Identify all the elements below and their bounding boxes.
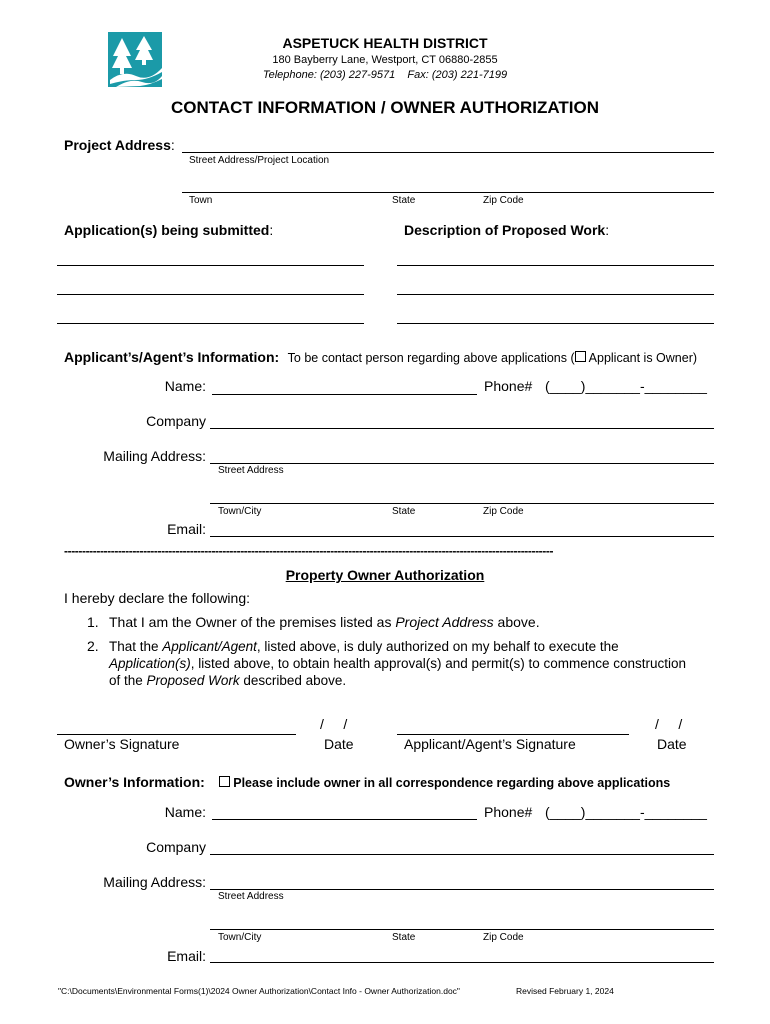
application-line-3[interactable] (57, 323, 364, 324)
project-state-caption: State (392, 195, 416, 206)
application-line-2[interactable] (57, 294, 364, 295)
owner-town-field[interactable] (210, 929, 714, 930)
org-contact: Telephone: (203) 227-9571 Fax: (203) 221-7199 (262, 69, 508, 81)
applicant-town-caption: Town/City (218, 506, 262, 517)
applicant-is-owner-label: Applicant is Owner) (588, 351, 698, 365)
applicant-name-field[interactable] (212, 394, 477, 395)
section-divider: ---------------------------------------------------------------------------------------------------------------------------------------- (64, 544, 554, 558)
applicant-phone-label: Phone# (484, 378, 533, 394)
owner-email-label: Email: (167, 948, 206, 964)
applicant-street-caption: Street Address (218, 465, 284, 476)
applicant-name-label: Name: (164, 378, 206, 394)
description-label: Description of Proposed Work: (404, 222, 610, 238)
project-street-field[interactable] (182, 152, 714, 153)
owner-mailing-label: Mailing Address: (103, 874, 206, 890)
applicant-email-field[interactable] (210, 536, 714, 537)
owner-phone-label: Phone# (484, 804, 533, 820)
applicant-company-field[interactable] (210, 428, 714, 429)
owner-email-field[interactable] (210, 962, 714, 963)
owner-street-field[interactable] (210, 889, 714, 890)
owner-signature-label: Owner’s Signature (64, 736, 180, 752)
agent-signature-field[interactable] (397, 734, 629, 735)
authorization-item-1: That I am the Owner of the premises listed as Project Address above. (109, 614, 540, 630)
applications-label: Application(s) being submitted: (64, 222, 274, 238)
owner-signature-field[interactable] (57, 734, 296, 735)
include-owner-label: Please include owner in all correspondence regarding above applications (233, 776, 671, 790)
org-address: 180 Bayberry Lane, Westport, CT 06880-2855 (272, 54, 498, 66)
applicant-is-owner-checkbox[interactable] (575, 351, 586, 362)
form-title: CONTACT INFORMATION / OWNER AUTHORIZATION (170, 98, 600, 117)
description-line-1[interactable] (397, 265, 714, 266)
org-name: ASPETUCK HEALTH DISTRICT (282, 35, 488, 51)
footer-revised: Revised February 1, 2024 (516, 986, 614, 996)
owner-town-caption: Town/City (218, 932, 262, 943)
authorization-intro: I hereby declare the following: (64, 590, 250, 606)
description-line-3[interactable] (397, 323, 714, 324)
applicant-note: To be contact person regarding above applications ( (287, 351, 575, 365)
owner-zip-caption: Zip Code (483, 932, 524, 943)
project-street-caption: Street Address/Project Location (189, 155, 330, 166)
owner-heading: Owner’s Information: (64, 774, 205, 790)
project-address-label: Project Address: (64, 137, 175, 153)
applicant-email-label: Email: (167, 521, 206, 537)
project-town-caption: Town (189, 195, 213, 206)
owner-phone-field[interactable]: (____)_______-________ (545, 804, 707, 820)
authorization-item-2-num: 2. (87, 638, 99, 654)
authorization-heading: Property Owner Authorization (285, 567, 485, 583)
description-line-2[interactable] (397, 294, 714, 295)
authorization-item-2: That the Applicant/Agent, listed above, is duly authorized on my behalf to execute the Application(s), listed above, to obtain health approval(s) and permit(s) to commence construction of the Proposed Work described above. (109, 639, 687, 688)
owner-street-caption: Street Address (218, 891, 284, 902)
include-owner-checkbox[interactable] (219, 776, 230, 787)
district-logo (108, 32, 162, 87)
applicant-company-label: Company (146, 413, 206, 429)
authorization-item-1-num: 1. (87, 614, 99, 630)
owner-heading-row (64, 774, 670, 792)
application-line-1[interactable] (57, 265, 364, 266)
applicant-street-field[interactable] (210, 463, 714, 464)
applicant-mailing-label: Mailing Address: (103, 448, 206, 464)
agent-date-slashes[interactable]: / / (655, 716, 683, 732)
owner-company-field[interactable] (210, 854, 714, 855)
footer-file-path: "C:\Documents\Environmental Forms(1)\2024 Owner Authorization\Contact Info - Owner Authorization.doc" (58, 986, 460, 996)
agent-signature-label: Applicant/Agent’s Signature (404, 736, 576, 752)
applicant-heading-row (64, 349, 697, 367)
applicant-zip-caption: Zip Code (483, 506, 524, 517)
project-zip-caption: Zip Code (483, 195, 524, 206)
owner-date-slashes[interactable]: / / (320, 716, 348, 732)
owner-company-label: Company (146, 839, 206, 855)
owner-date-label: Date (324, 736, 354, 752)
owner-state-caption: State (392, 932, 416, 943)
applicant-phone-field[interactable]: (____)_______-________ (545, 378, 707, 394)
applicant-town-field[interactable] (210, 503, 714, 504)
owner-name-field[interactable] (212, 819, 477, 820)
project-town-field[interactable] (182, 192, 714, 193)
applicant-state-caption: State (392, 506, 416, 517)
applicant-heading: Applicant’s/Agent’s Information: (64, 349, 280, 365)
owner-name-label: Name: (164, 804, 206, 820)
agent-date-label: Date (657, 736, 687, 752)
